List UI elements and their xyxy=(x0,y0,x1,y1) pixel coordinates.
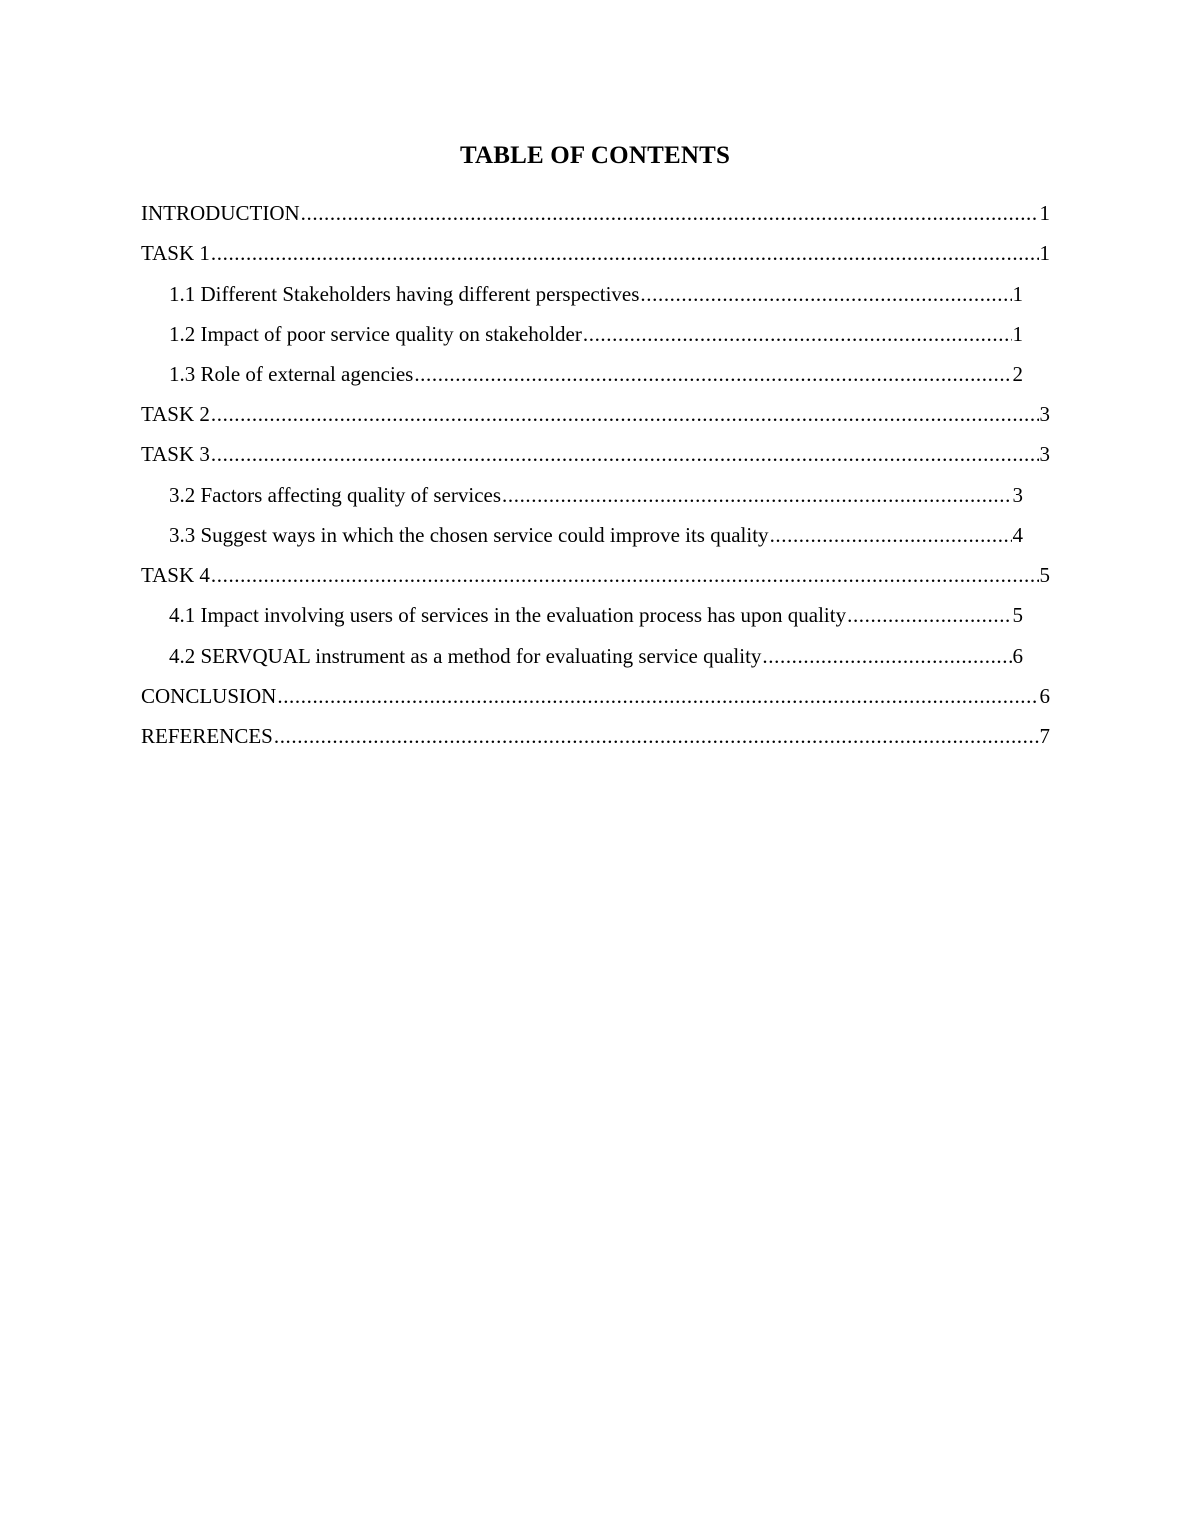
toc-entry-1-1[interactable] xyxy=(169,279,1023,309)
toc-entry-label: 3.2 Factors affecting quality of services xyxy=(169,483,502,507)
toc-page-number: 1 xyxy=(1012,282,1023,306)
toc-page-number: 7 xyxy=(1039,724,1050,748)
toc-entry-task-3[interactable] xyxy=(141,439,1050,469)
toc-dot-leader xyxy=(211,439,1039,469)
toc-page-number: 3 xyxy=(1039,442,1050,466)
toc-entry-label: 4.1 Impact involving users of services in the evaluation process has upon quality xyxy=(169,603,847,627)
toc-dot-leader xyxy=(277,681,1038,711)
toc-dot-leader xyxy=(274,721,1039,751)
toc-entry-references[interactable] xyxy=(141,721,1050,751)
toc-entry-label: TASK 2 xyxy=(141,402,210,426)
toc-page-number: 6 xyxy=(1012,644,1023,668)
toc-dot-leader xyxy=(770,520,1012,550)
toc-entry-4-2[interactable] xyxy=(169,641,1023,671)
toc-page-number: 1 xyxy=(1012,322,1023,346)
toc-entry-4-1[interactable] xyxy=(169,600,1023,630)
toc-dot-leader xyxy=(414,359,1011,389)
toc-entry-label: TASK 4 xyxy=(141,563,210,587)
toc-entry-label: REFERENCES xyxy=(141,724,273,748)
toc-page-number: 2 xyxy=(1012,362,1023,386)
toc-entry-label: CONCLUSION xyxy=(141,684,277,708)
toc-entry-3-3[interactable] xyxy=(169,520,1023,550)
toc-page-number: 6 xyxy=(1039,684,1050,708)
toc-entry-3-2[interactable] xyxy=(169,480,1023,510)
toc-dot-leader xyxy=(502,480,1011,510)
toc-entry-label: 1.2 Impact of poor service quality on stakeholder xyxy=(169,322,582,346)
toc-page-number: 4 xyxy=(1012,523,1023,547)
toc-dot-leader xyxy=(640,279,1011,309)
toc-dot-leader xyxy=(583,319,1012,349)
toc-page-number: 3 xyxy=(1012,483,1023,507)
toc-entry-label: 4.2 SERVQUAL instrument as a method for evaluating service quality xyxy=(169,644,762,668)
toc-page-number: 1 xyxy=(1039,201,1050,225)
toc-entry-conclusion[interactable] xyxy=(141,681,1050,711)
toc-entry-label: 1.1 Different Stakeholders having different perspectives xyxy=(169,282,640,306)
toc-entry-label: 3.3 Suggest ways in which the chosen service could improve its quality xyxy=(169,523,769,547)
toc-dot-leader xyxy=(762,641,1011,671)
toc-entry-task-4[interactable] xyxy=(141,560,1050,590)
toc-entry-label: TASK 1 xyxy=(141,241,210,265)
toc-entry-label: INTRODUCTION xyxy=(141,201,300,225)
toc-page-number: 3 xyxy=(1039,402,1050,426)
toc-entry-label: 1.3 Role of external agencies xyxy=(169,362,414,386)
toc-entry-introduction[interactable] xyxy=(141,198,1050,228)
toc-dot-leader xyxy=(301,198,1039,228)
page-title: TABLE OF CONTENTS xyxy=(459,142,731,169)
toc-entry-1-2[interactable] xyxy=(169,319,1023,349)
toc-entry-1-3[interactable] xyxy=(169,359,1023,389)
toc-dot-leader xyxy=(211,560,1039,590)
toc-entry-label: TASK 3 xyxy=(141,442,210,466)
toc-page-number: 5 xyxy=(1012,603,1023,627)
toc-dot-leader xyxy=(211,399,1039,429)
toc-page-number: 5 xyxy=(1039,563,1050,587)
toc-dot-leader xyxy=(211,238,1039,268)
toc-page-number: 1 xyxy=(1039,241,1050,265)
toc-entry-task-1[interactable] xyxy=(141,238,1050,268)
toc-entry-task-2[interactable] xyxy=(141,399,1050,429)
toc-dot-leader xyxy=(847,600,1011,630)
